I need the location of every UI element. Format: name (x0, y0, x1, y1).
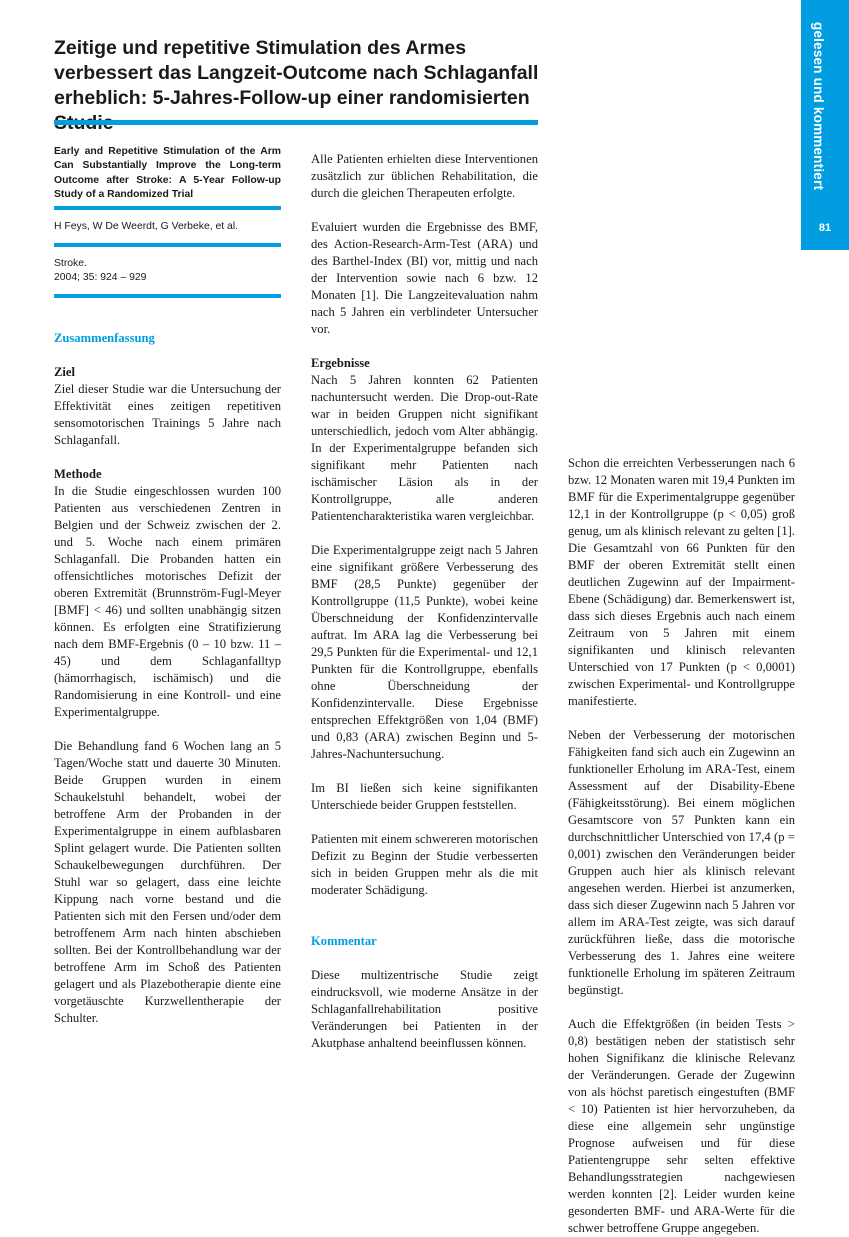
column-1 (54, 145, 281, 1027)
method-paragraph-1: In die Studie eingeschlossen wurden 100 Patienten aus verschiedenen Zentren in Belgien und der Schweiz zwischen der 2. und 5. Woche nach einem primären Schlaganfall. Die Probanden hatten ein offensichtliches motorisches Defizit der oberen Extremität (Brunnström-Fugl-Meyer [BMF] < 46) und sollten unabhängig sitzen können. Es erfolgten eine Stratifizierung nach dem BMF-Ergebnis (0 – 10 bzw. 11 – 45) und dem Schlaganfalltyp (hämorrhagisch, ischämisch) und die Randomisierung in eine Kontroll- und eine Experimentalgruppe. (54, 483, 281, 719)
rule-1 (54, 206, 281, 210)
results-heading: Ergebnisse (311, 356, 370, 370)
rule-2 (54, 243, 281, 247)
col3-paragraph-2: Neben der Verbesserung der motorischen Fähigkeiten fand sich auch ein Zugewinn an funktioneller Erholung im ARA-Test, einem Assessment auf der Disability-Ebene (Fähigkeitsstörung). Bei einem möglichen Gesamtscore von 57 Punkten kann ein durchschnittlicher Unterschied von 17,4 (p = 0,001) zwischen den Veränderungen beider Gruppen auch hier als klinisch relevant angesehen werden. Hierbei ist anzumerken, dass sich dieser Zugewinn nach 5 Jahren vor allem im ARA-Test zeigte, was sich darauf zurückführen ließe, dass die motorische Verbesserung des 1. Jahres eine weitere funktionelle Erholung im späteren Zeitraum begünstigt. (568, 728, 795, 997)
comment-heading: Kommentar (311, 934, 377, 948)
aim-text: Ziel dieser Studie war die Untersuchung der Effektivität eines zeitigen repetitiven sensomotorischen Trainings 5 Jahre nach Schlaganfall. (54, 381, 281, 447)
results-paragraph-3: Im BI ließen sich keine signifikanten Unterschiede beider Gruppen feststellen. (311, 781, 538, 812)
col2-paragraph-2: Evaluiert wurden die Ergebnisse des BMF, des Action-Research-Arm-Test (ARA) und des Barthel-Index (BI) vor, mittig und nach der Intervention sowie nach 6 bzw. 12 Monaten [1]. Die Langzeitevaluation nahm nach 5 Jahren ein verblindeter Untersucher vor. (311, 220, 538, 336)
col2-paragraph-1: Alle Patienten erhielten diese Interventionen zusätzlich zur üblichen Rehabilitation, die durch die gleichen Therapeuten erfolgte. (311, 152, 538, 200)
method-heading: Methode (54, 466, 102, 481)
aim-heading: Ziel (54, 364, 75, 379)
rule-3 (54, 294, 281, 298)
english-title: Early and Repetitive Stimulation of the Arm Can Substantially Improve the Long-term Outcome after Stroke: A 5-Year Follow-up Study of a Randomized Trial (54, 146, 281, 200)
results-paragraph-4: Patienten mit einem schwereren motorischen Defizit zu Beginn der Studie verbesserten sich in beiden Gruppen mehr als die mit moderater Schädigung. (311, 832, 538, 897)
results-paragraph-2: Die Experimentalgruppe zeigt nach 5 Jahren eine signifikant größere Verbesserung des BMF (28,5 Punkte) gegenüber der Kontrollgruppe (11,5 Punkte), wobei keine Überschneidung der Konfidenzintervalle auftrat. Im ARA lag die Verbesserung bei 29,5 Punkten für die Experimental- und 12,1 Punkten für die Kontrollgruppe, ebenfalls ohne Überschneidung der Konfidenzintervalle. Diese Ergebnisse entsprechen Effektgrößen von 1,04 (BMF) und 0,83 (ARA) zwischen Beginn und 5-Jahres-Nachuntersuchung. (311, 543, 538, 761)
journal: Stroke. (54, 257, 87, 269)
column-3 (568, 455, 795, 1237)
article-title: Zeitige und repetitive Stimulation des Armes verbessert das Langzeit-Outcome nach Schlaganfall erheblich: 5-Jahres-Follow-up einer randomisierten (54, 37, 539, 109)
col3-paragraph-1: Schon die erreichten Verbesserungen nach 6 bzw. 12 Monaten waren mit 19,4 Punkten im BMF für die Experimentalgruppe gegenüber 12,1 in der Kontrollgruppe (p < 0,05) groß genug, um als klinisch relevant zu gelten [1]. Die Gesamtzahl von 66 Punkten für den BMF der oberen Extremität stellt einen deutlichen Zugewinn auf der Impairment-Ebene (Schädigung) dar. Bemerkenswert ist, dass sich dieses Ergebnis auch nach einem Zeitraum von 5 Jahren mit einem signifikanten und klinisch relevanten Unterschied von 17 Punkten (p < 0,0001) zwischen Experimental- und Kontrollgruppe manifestierte. (568, 456, 795, 708)
col3-paragraph-3: Auch die Effektgrößen (in beiden Tests > 0,8) bestätigen neben der statistisch sehr hohen Signifikanz die klinische Relevanz der Veränderungen. Gerade der Zugewinn von als höchst paretisch eingestuften (BMF < 10) Patienten ist hier hervorzuheben, da diese eine allgemein sehr ungünstige Prognose aufweisen und für diese Patientengruppe sehr selten effektive Behandlungsstrategien nachgewiesen werden konnten [2]. Leider wurden keine gesonderten BMF- und ARA-Werte für die schwer betroffene Gruppe angegeben. (568, 1017, 795, 1235)
title-rule (54, 120, 538, 125)
results-paragraph-1: Nach 5 Jahren konnten 62 Patienten nachuntersucht werden. Die Drop-out-Rate war in beiden Gruppen nicht signifikant unterschiedlich, jedoch vom Alter abhängig. In der Experimentalgruppe befanden sich signifikant mehr Patienten nach ischämischer Läsion als in der Kontrollgruppe, alle anderen Patientencharakteristika waren vergleichbar. (311, 373, 538, 523)
section-side-tab (801, 0, 849, 250)
page-number: 81 (818, 222, 832, 234)
section-label: gelesen und kommentiert (811, 22, 826, 191)
authors: H Feys, W De Weerdt, G Verbeke, et al. (54, 221, 239, 233)
citation: 2004; 35: 924 – 929 (54, 272, 147, 284)
summary-heading: Zusammenfassung (54, 330, 155, 345)
comment-paragraph-1: Diese multizentrische Studie zeigt eindrucksvoll, wie moderne Ansätze in der Schlaganfallrehabilitation positive Veränderungen bei Patienten in der Akutphase anhaltend beeinflussen können. (311, 968, 538, 1050)
method-paragraph-2: Die Behandlung fand 6 Wochen lang an 5 Tagen/Woche statt und dauerte 30 Minuten. Beide Gruppen wurden in einem Schaukelstuhl behandelt, wobei der betroffene Arm der Probanden in der Experimentalgruppe in einem aufblasbaren Splint gelagert wurde. Die Patienten sollten Schaukelbewegungen durchführen. Der Stuhl war so gelagert, dass eine leichte Kippung nach vorne bestand und die Patienten sich mit den Fersen und/oder dem betroffenem Arm nach hinten abschieben sollten. Bei der Kontrollbehandlung war der betroffene Arm im Schoß des Patienten gelagert und als Plazebotherapie diente eine vorgetäuschte Kurzwellentherapie der Schulter. (54, 738, 281, 1025)
column-2 (311, 151, 538, 1052)
